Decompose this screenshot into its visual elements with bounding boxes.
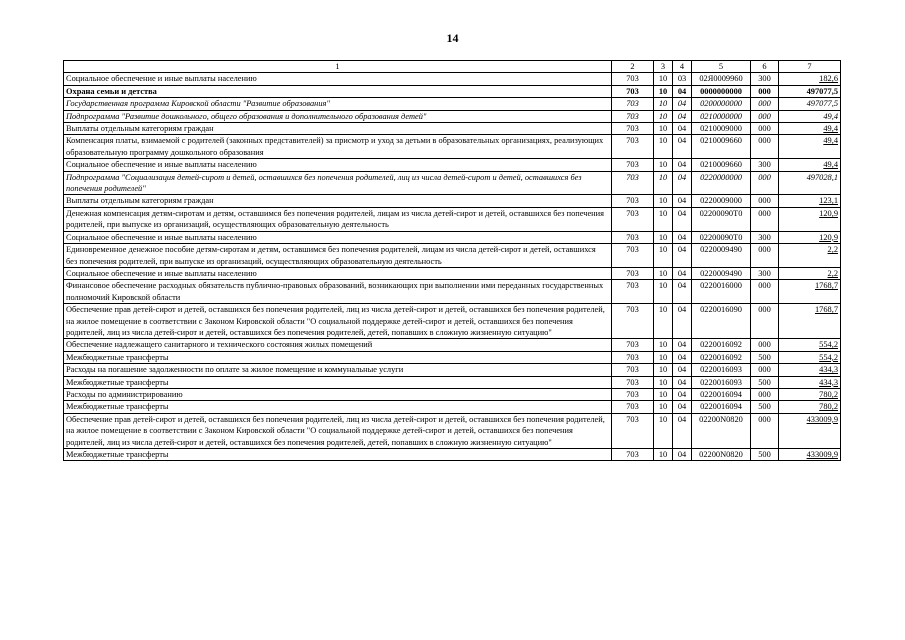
row-target-article-cell: 0220000000: [692, 171, 751, 195]
table-row: [64, 449, 841, 461]
row-code-cell: 703: [612, 364, 654, 376]
row-amount-cell: 182,6: [779, 73, 841, 85]
row-section-cell: 10: [654, 280, 673, 304]
table-row: [64, 98, 841, 110]
row-amount-cell: 780,2: [779, 401, 841, 413]
row-expense-type-cell: 000: [751, 195, 779, 207]
row-section-cell: 10: [654, 195, 673, 207]
table-row: [64, 388, 841, 400]
row-expense-type-cell: 000: [751, 413, 779, 448]
row-subsection-cell: 04: [673, 280, 692, 304]
row-amount-cell: 1768,7: [779, 280, 841, 304]
row-name-cell: Обеспечение надлежащего санитарного и технического состояния жилых помещений: [64, 339, 612, 351]
row-subsection-cell: 04: [673, 244, 692, 268]
table-row: [64, 207, 841, 231]
row-expense-type-cell: 000: [751, 135, 779, 159]
header-cell: 1: [64, 61, 612, 73]
row-amount-cell: 497028,1: [779, 171, 841, 195]
table-row: [64, 401, 841, 413]
row-amount-cell: 49,4: [779, 159, 841, 171]
row-subsection-cell: 04: [673, 449, 692, 461]
row-amount-cell: 120,9: [779, 207, 841, 231]
row-target-article-cell: 0220016094: [692, 401, 751, 413]
row-name-cell: Обеспечение прав детей-сирот и детей, оставшихся без попечения родителей, лиц из числа детей-сирот и детей, оставшихся без попечения родителей, на жилое помещение в соответствии с Законом Кировской области "О социальной поддержке детей-сирот и детей, оставшихся без попечения родителей, лиц из числа детей-сирот и детей, оставшихся без попечения родителей, детей, попавших в сложную жизненную ситуацию": [64, 413, 612, 448]
table-row: [64, 195, 841, 207]
table-row: [64, 73, 841, 85]
row-expense-type-cell: 000: [751, 280, 779, 304]
row-expense-type-cell: 000: [751, 98, 779, 110]
row-expense-type-cell: 000: [751, 85, 779, 97]
row-section-cell: 10: [654, 85, 673, 97]
row-amount-cell: 433009,9: [779, 413, 841, 448]
row-section-cell: 10: [654, 123, 673, 135]
row-amount-cell: 123,1: [779, 195, 841, 207]
table-row: [64, 304, 841, 339]
row-expense-type-cell: 000: [751, 207, 779, 231]
row-expense-type-cell: 000: [751, 388, 779, 400]
row-subsection-cell: 04: [673, 388, 692, 400]
row-amount-cell: 434,3: [779, 376, 841, 388]
row-name-cell: Расходы по администрированию: [64, 388, 612, 400]
row-amount-cell: 433009,9: [779, 449, 841, 461]
row-name-cell: Финансовое обеспечение расходных обязательств публично-правовых образований, возникающих при выполнении ими переданных государственных полномочий Кировской области: [64, 280, 612, 304]
row-name-cell: Подпрограмма "Социализация детей-сирот и детей, оставшихся без попечения родителей, лиц из числа детей-сирот и детей, оставшихся без попечения родителей": [64, 171, 612, 195]
header-cell: 3: [654, 61, 673, 73]
table-row: [64, 339, 841, 351]
row-subsection-cell: 04: [673, 98, 692, 110]
table-row: [64, 123, 841, 135]
table-row: [64, 351, 841, 363]
row-section-cell: 10: [654, 304, 673, 339]
header-cell: 5: [692, 61, 751, 73]
row-section-cell: 10: [654, 171, 673, 195]
row-expense-type-cell: 300: [751, 159, 779, 171]
row-name-cell: Единовременное денежное пособие детям-сиротам и детям, оставшимся без попечения родителей, лицам из числа детей-сирот и детей, оставшихся без попечения родителей, при выпуске из организаций, осуществляющих образовательную деятельность: [64, 244, 612, 268]
header-cell: 4: [673, 61, 692, 73]
row-code-cell: 703: [612, 171, 654, 195]
row-section-cell: 10: [654, 244, 673, 268]
table-row: [64, 135, 841, 159]
row-target-article-cell: 0220016090: [692, 304, 751, 339]
row-expense-type-cell: 500: [751, 449, 779, 461]
row-name-cell: Выплаты отдельным категориям граждан: [64, 123, 612, 135]
row-amount-cell: 49,4: [779, 110, 841, 122]
row-name-cell: Обеспечение прав детей-сирот и детей, оставшихся без попечения родителей, лиц из числа детей-сирот и детей, оставшихся без попечения родителей, на жилое помещение в соответствии с Законом Кировской области "О социальной поддержке детей-сирот и детей, оставшихся без попечения родителей, лиц из числа детей-сирот и детей, оставшихся без попечения родителей, детей, попавших в сложную жизненную ситуацию": [64, 304, 612, 339]
row-code-cell: 703: [612, 388, 654, 400]
row-subsection-cell: 04: [673, 135, 692, 159]
row-code-cell: 703: [612, 73, 654, 85]
row-target-article-cell: 02Я0009960: [692, 73, 751, 85]
row-code-cell: 703: [612, 195, 654, 207]
row-expense-type-cell: 300: [751, 73, 779, 85]
table-row: [64, 110, 841, 122]
row-section-cell: 10: [654, 413, 673, 448]
row-target-article-cell: 0220016092: [692, 339, 751, 351]
row-amount-cell: 2,2: [779, 267, 841, 279]
row-expense-type-cell: 300: [751, 267, 779, 279]
table-row: [64, 267, 841, 279]
row-name-cell: Выплаты отдельным категориям граждан: [64, 195, 612, 207]
row-code-cell: 703: [612, 339, 654, 351]
row-code-cell: 703: [612, 280, 654, 304]
row-target-article-cell: 02200090Т0: [692, 207, 751, 231]
row-target-article-cell: 0220016000: [692, 280, 751, 304]
row-name-cell: Социальное обеспечение и иные выплаты населению: [64, 73, 612, 85]
row-target-article-cell: 02200N0820: [692, 449, 751, 461]
row-target-article-cell: 0210009660: [692, 159, 751, 171]
table-row: [64, 171, 841, 195]
row-code-cell: 703: [612, 304, 654, 339]
row-code-cell: 703: [612, 207, 654, 231]
table-row: [64, 231, 841, 243]
row-code-cell: 703: [612, 244, 654, 268]
row-amount-cell: 120,9: [779, 231, 841, 243]
row-subsection-cell: 04: [673, 401, 692, 413]
row-amount-cell: 49,4: [779, 123, 841, 135]
row-section-cell: 10: [654, 207, 673, 231]
row-target-article-cell: 0200000000: [692, 98, 751, 110]
row-subsection-cell: 04: [673, 267, 692, 279]
table-row: [64, 244, 841, 268]
row-expense-type-cell: 000: [751, 171, 779, 195]
row-section-cell: 10: [654, 449, 673, 461]
row-amount-cell: 434,3: [779, 364, 841, 376]
row-name-cell: Межбюджетные трансферты: [64, 351, 612, 363]
row-expense-type-cell: 000: [751, 304, 779, 339]
table-row: [64, 159, 841, 171]
table-row: [64, 413, 841, 448]
row-amount-cell: 1768,7: [779, 304, 841, 339]
row-section-cell: 10: [654, 388, 673, 400]
row-section-cell: 10: [654, 364, 673, 376]
row-code-cell: 703: [612, 85, 654, 97]
row-amount-cell: 554,2: [779, 351, 841, 363]
row-target-article-cell: 0220009000: [692, 195, 751, 207]
table-row: [64, 85, 841, 97]
row-amount-cell: 49,4: [779, 135, 841, 159]
row-target-article-cell: 0220016093: [692, 376, 751, 388]
row-code-cell: 703: [612, 376, 654, 388]
header-cell: 2: [612, 61, 654, 73]
row-subsection-cell: 04: [673, 231, 692, 243]
row-code-cell: 703: [612, 351, 654, 363]
page-number: 14: [446, 31, 459, 45]
row-name-cell: Социальное обеспечение и иные выплаты населению: [64, 231, 612, 243]
row-subsection-cell: 04: [673, 207, 692, 231]
row-subsection-cell: 04: [673, 339, 692, 351]
row-name-cell: Расходы на погашение задолженности по оплате за жилое помещение и коммунальные услуги: [64, 364, 612, 376]
row-name-cell: Социальное обеспечение и иные выплаты населению: [64, 267, 612, 279]
row-amount-cell: 2,2: [779, 244, 841, 268]
row-name-cell: Охрана семьи и детства: [64, 85, 612, 97]
row-code-cell: 703: [612, 449, 654, 461]
row-expense-type-cell: 000: [751, 244, 779, 268]
row-expense-type-cell: 000: [751, 123, 779, 135]
row-name-cell: Компенсация платы, взимаемой с родителей (законных представителей) за присмотр и уход за детьми в образовательных организациях, реализующих образовательную программу дошкольного образования: [64, 135, 612, 159]
row-name-cell: Государственная программа Кировской области "Развитие образования": [64, 98, 612, 110]
row-section-cell: 10: [654, 135, 673, 159]
table-row: [64, 364, 841, 376]
row-expense-type-cell: 000: [751, 339, 779, 351]
row-expense-type-cell: 500: [751, 351, 779, 363]
row-subsection-cell: 04: [673, 304, 692, 339]
row-subsection-cell: 04: [673, 159, 692, 171]
row-code-cell: 703: [612, 413, 654, 448]
row-expense-type-cell: 500: [751, 376, 779, 388]
row-section-cell: 10: [654, 351, 673, 363]
row-amount-cell: 554,2: [779, 339, 841, 351]
row-name-cell: Денежная компенсация детям-сиротам и детям, оставшимся без попечения родителей, лицам из числа детей-сирот и детей, оставшихся без попечения родителей, при выпуске из организаций, осуществляющих образовательную деятельность: [64, 207, 612, 231]
row-section-cell: 10: [654, 339, 673, 351]
row-amount-cell: 497077,5: [779, 85, 841, 97]
row-subsection-cell: 04: [673, 413, 692, 448]
row-target-article-cell: 02200090Т0: [692, 231, 751, 243]
row-section-cell: 10: [654, 231, 673, 243]
row-subsection-cell: 04: [673, 85, 692, 97]
row-subsection-cell: 04: [673, 351, 692, 363]
row-subsection-cell: 04: [673, 376, 692, 388]
row-expense-type-cell: 300: [751, 231, 779, 243]
row-code-cell: 703: [612, 401, 654, 413]
row-target-article-cell: 0000000000: [692, 85, 751, 97]
row-subsection-cell: 04: [673, 195, 692, 207]
row-expense-type-cell: 000: [751, 364, 779, 376]
row-code-cell: 703: [612, 110, 654, 122]
row-expense-type-cell: 500: [751, 401, 779, 413]
header-cell: 6: [751, 61, 779, 73]
row-subsection-cell: 04: [673, 123, 692, 135]
row-code-cell: 703: [612, 159, 654, 171]
row-target-article-cell: 0220016092: [692, 351, 751, 363]
row-target-article-cell: 0220009490: [692, 267, 751, 279]
row-target-article-cell: 0210009000: [692, 123, 751, 135]
row-section-cell: 10: [654, 376, 673, 388]
row-name-cell: Межбюджетные трансферты: [64, 449, 612, 461]
row-target-article-cell: 0220016094: [692, 388, 751, 400]
row-target-article-cell: 02200N0820: [692, 413, 751, 448]
row-subsection-cell: 04: [673, 110, 692, 122]
row-subsection-cell: 04: [673, 171, 692, 195]
budget-table: [63, 60, 841, 461]
row-code-cell: 703: [612, 98, 654, 110]
row-target-article-cell: 0220016093: [692, 364, 751, 376]
row-name-cell: Межбюджетные трансферты: [64, 376, 612, 388]
row-section-cell: 10: [654, 401, 673, 413]
row-target-article-cell: 0220009490: [692, 244, 751, 268]
row-section-cell: 10: [654, 110, 673, 122]
row-name-cell: Подпрограмма "Развитие дошкольного, общего образования и дополнительного образования детей": [64, 110, 612, 122]
row-section-cell: 10: [654, 159, 673, 171]
row-name-cell: Межбюджетные трансферты: [64, 401, 612, 413]
table-row: [64, 376, 841, 388]
row-expense-type-cell: 000: [751, 110, 779, 122]
row-section-cell: 10: [654, 267, 673, 279]
row-subsection-cell: 03: [673, 73, 692, 85]
row-section-cell: 10: [654, 73, 673, 85]
row-target-article-cell: 0210009660: [692, 135, 751, 159]
header-cell: 7: [779, 61, 841, 73]
row-name-cell: Социальное обеспечение и иные выплаты населению: [64, 159, 612, 171]
table-row: [64, 280, 841, 304]
row-code-cell: 703: [612, 123, 654, 135]
row-amount-cell: 497077,5: [779, 98, 841, 110]
row-subsection-cell: 04: [673, 364, 692, 376]
row-target-article-cell: 0210000000: [692, 110, 751, 122]
row-code-cell: 703: [612, 267, 654, 279]
row-section-cell: 10: [654, 98, 673, 110]
table-header-row: [64, 61, 841, 73]
row-code-cell: 703: [612, 231, 654, 243]
row-code-cell: 703: [612, 135, 654, 159]
row-amount-cell: 780,2: [779, 388, 841, 400]
